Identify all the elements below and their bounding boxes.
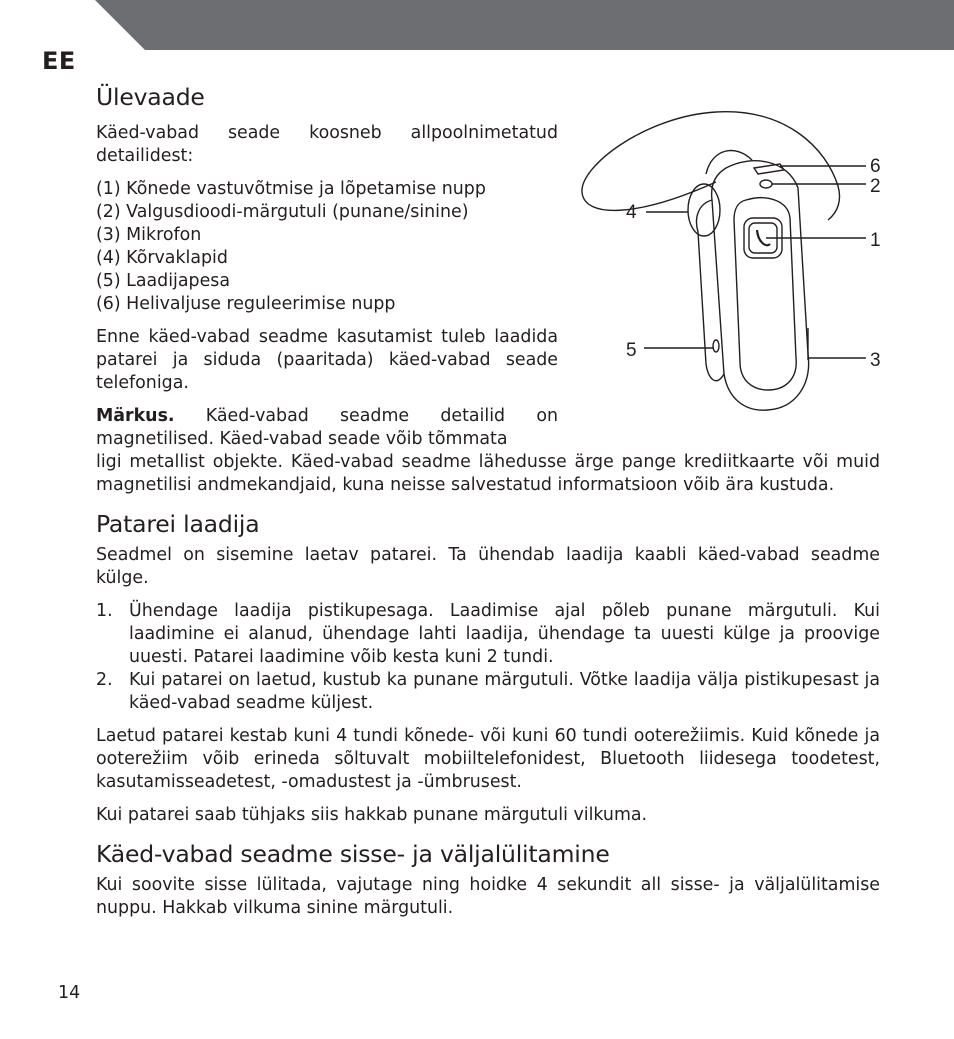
led-indicator (760, 180, 772, 188)
callout-5: 5 (626, 340, 637, 361)
callout-3: 3 (870, 350, 881, 371)
page-content (96, 82, 880, 920)
step-number: 1. (96, 601, 113, 621)
empty-battery-paragraph: Kui patarei saab tühjaks siis hakkab punane märgutuli vilkuma. (96, 805, 648, 825)
list-item: (1) Kõnede vastuvõtmise ja lõpetamise nupp (96, 179, 486, 199)
power-heading: Käed-vabad seadme sisse- ja väljalülitamine (96, 840, 610, 868)
list-item: (4) Kõrvaklapid (96, 248, 228, 268)
charging-socket (713, 340, 719, 352)
list-item: (6) Helivaljuse reguleerimise nupp (96, 294, 396, 314)
callout-4: 4 (626, 202, 637, 223)
volume-button-shape (754, 164, 784, 174)
note-paragraph (96, 405, 558, 451)
list-item: (2) Valgusdioodi-märgutuli (punane/sinine) (96, 202, 469, 222)
header-bar (0, 0, 954, 50)
note-label: Märkus. (96, 406, 175, 426)
headset-diagram (576, 108, 888, 422)
step-text: Ühendage laadija pistikupesaga. Laadimise ajal põleb punane märgutuli. Kui laadimine ei alanud, ühendage lahti laadija, ühendage ta uuesti külge ja proovige uuesti. Patarei laadimine võib kesta kuni 2 tundi. (129, 601, 880, 667)
callout-1: 1 (870, 230, 881, 251)
overview-heading: Ülevaade (96, 83, 205, 111)
note-continuation: ligi metallist objekte. Käed-vabad seadme lähedusse ärge pange krediitkaarte või muid magnetilisi andmekandjaid, kuna neisse salvestatud informatsioon võib ära kustuda. (96, 452, 880, 495)
page-number: 14 (58, 983, 81, 1003)
battery-life-paragraph: Laetud patarei kestab kuni 4 tundi kõnede- või kuni 60 tundi ooterežiimis. Kuid kõnede ja ooterežiim võib erineda sõltuvalt mobiiltelefonidest, Bluetooth liidesega toodetest, kasutamisseadetest, -omadustest ja -ümbrusest. (96, 726, 880, 792)
before-use-paragraph: Enne käed-vabad seadme kasutamist tuleb laadida patarei ja siduda (paaritada) käed-vabad seade telefoniga. (96, 327, 558, 393)
charger-intro: Seadmel on sisemine laetav patarei. Ta ühendab laadija kaabli käed-vabad seadme külge. (96, 545, 880, 588)
ear-bud (688, 184, 720, 236)
charging-steps (96, 600, 880, 715)
step-number: 2. (96, 670, 113, 690)
list-item (96, 669, 880, 715)
language-tag: EE (42, 47, 76, 75)
list-item: (5) Laadijapesa (96, 271, 230, 291)
list-item (96, 600, 880, 669)
step-text: Kui patarei on laetud, kustub ka punane märgutuli. Võtke laadija välja pistikupesast ja käed-vabad seadme küljest. (129, 670, 880, 713)
charger-heading: Patarei laadija (96, 510, 260, 538)
callout-6: 6 (870, 156, 881, 177)
note-text: Käed-vabad seadme detailid on magnetilised. Käed-vabad seade võib tõmmata (96, 406, 558, 449)
power-paragraph: Kui soovite sisse lülitada, vajutage ning hoidke 4 sekundit all sisse- ja väljalülitamise nuppu. Hakkab vilkuma sinine märgutuli. (96, 875, 880, 918)
callout-2: 2 (870, 176, 881, 197)
overview-intro: Käed-vabad seade koosneb allpoolnimetatud detailidest: (96, 123, 558, 166)
list-item: (3) Mikrofon (96, 225, 202, 245)
